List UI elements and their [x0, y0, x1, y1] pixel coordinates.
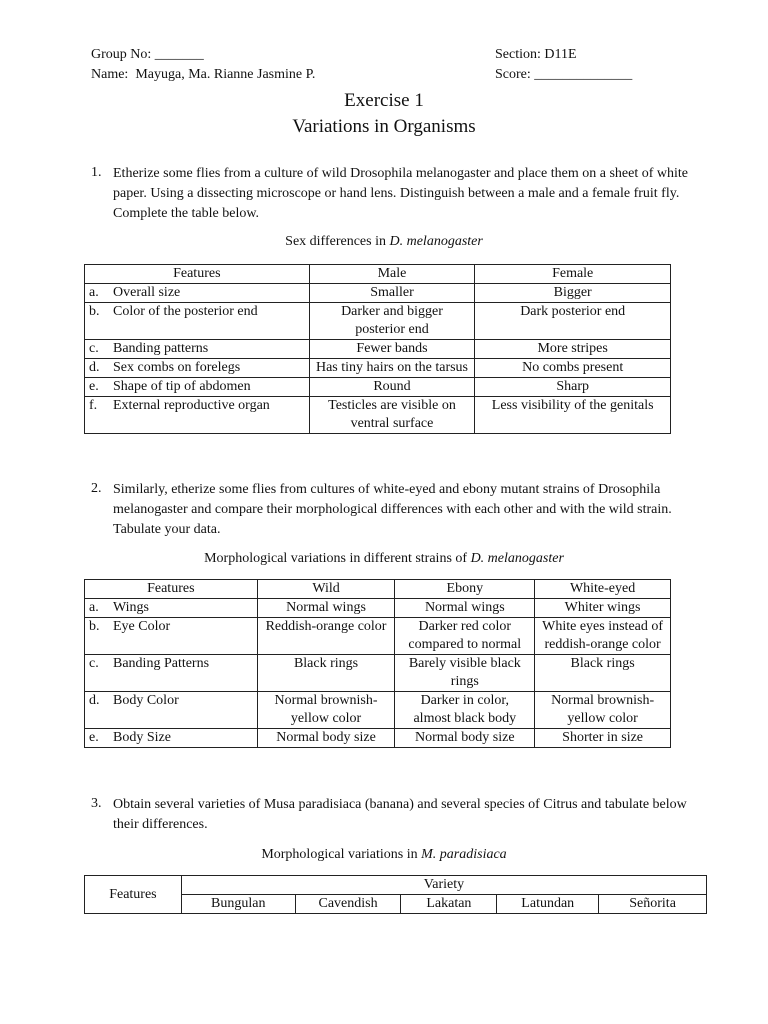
table-row [85, 599, 671, 618]
header-cell: Features [85, 580, 258, 599]
female-cell: No combs present [475, 359, 671, 378]
header-left [91, 46, 315, 86]
variety-cell: Cavendish [295, 895, 401, 914]
caption-species: D. melanogaster [470, 551, 564, 566]
question-text: Obtain several varieties of Musa paradisiaca (banana) and several species of Citrus and tabulate below their differences. [113, 797, 687, 832]
caption-text: Sex differences in [285, 234, 390, 249]
question-number: 2. [91, 481, 102, 496]
row-letter: e. [89, 379, 99, 394]
header-cell: Ebony [395, 580, 535, 599]
feature-cell [85, 284, 310, 303]
header-right [495, 46, 632, 86]
banana-variations-table [84, 875, 707, 914]
header-cell: Wild [257, 580, 395, 599]
row-letter: b. [89, 304, 100, 319]
feature-cell [85, 378, 310, 397]
feature-cell [85, 618, 258, 655]
wild-cell: Normal body size [257, 729, 395, 748]
male-cell: Round [309, 378, 475, 397]
table-header-row [85, 265, 671, 284]
feature-name: Eye Color [113, 619, 171, 634]
feature-name: Shape of tip of abdomen [113, 379, 251, 394]
row-letter: c. [89, 341, 99, 356]
feature-cell [85, 729, 258, 748]
feature-cell [85, 359, 310, 378]
question-2 [91, 480, 691, 540]
feature-cell [85, 397, 310, 434]
female-cell: Sharp [475, 378, 671, 397]
question-text: Etherize some flies from a culture of wild Drosophila melanogaster and place them on a sheet of white paper. Using a dissecting microscope or hand lens. Distinguish between a male and a female fruit fly. Complete the table below. [113, 166, 688, 221]
feature-name: Wings [113, 600, 149, 615]
white-eyed-cell: Shorter in size [535, 729, 671, 748]
male-cell: Fewer bands [309, 340, 475, 359]
table-row [85, 284, 671, 303]
variety-cell: Lakatan [401, 895, 497, 914]
table-1-caption [0, 233, 768, 251]
feature-name: Overall size [113, 285, 181, 300]
header-cell: Variety [181, 876, 706, 895]
header-cell: Features [85, 265, 310, 284]
feature-name: External reproductive organ [113, 398, 270, 413]
row-letter: a. [89, 285, 99, 300]
header-cell: Male [309, 265, 475, 284]
question-number: 3. [91, 796, 102, 811]
sex-differences-table [84, 264, 671, 434]
variety-cell: Latundan [497, 895, 599, 914]
table-2-caption [0, 550, 768, 568]
table-header-row [85, 580, 671, 599]
table-row [85, 340, 671, 359]
header-cell: Features [85, 876, 182, 914]
strain-variations-table [84, 579, 671, 748]
ebony-cell: Darker in color, almost black body [395, 692, 535, 729]
table-header-row [85, 876, 707, 895]
female-cell: Dark posterior end [475, 303, 671, 340]
male-cell: Testicles are visible on ventral surface [309, 397, 475, 434]
table-3-caption [0, 846, 768, 864]
feature-name: Body Color [113, 693, 179, 708]
exercise-subtitle: Variations in Organisms [292, 116, 476, 137]
wild-cell: Reddish-orange color [257, 618, 395, 655]
feature-cell [85, 655, 258, 692]
group-number-label: Group No: _______ [91, 47, 204, 62]
feature-cell [85, 692, 258, 729]
question-1 [91, 164, 691, 224]
caption-text: Morphological variations in [261, 847, 422, 862]
feature-name: Body Size [113, 730, 171, 745]
ebony-cell: Normal wings [395, 599, 535, 618]
question-text: Similarly, etherize some flies from cultures of white-eyed and ebony mutant strains of Drosophila melanogaster and compare their morphological differences with each other and with the wild strain. Tabulate your data. [113, 482, 672, 537]
table-row [85, 729, 671, 748]
white-eyed-cell: Black rings [535, 655, 671, 692]
table-row [85, 359, 671, 378]
ebony-cell: Darker red color compared to normal [395, 618, 535, 655]
wild-cell: Normal wings [257, 599, 395, 618]
section-label: Section: D11E [495, 47, 577, 62]
question-3 [91, 795, 691, 835]
variety-cell: Bungulan [181, 895, 295, 914]
header-cell: White-eyed [535, 580, 671, 599]
female-cell: Bigger [475, 284, 671, 303]
wild-cell: Normal brownish-yellow color [257, 692, 395, 729]
feature-name: Banding patterns [113, 341, 209, 356]
female-cell: More stripes [475, 340, 671, 359]
white-eyed-cell: Normal brownish-yellow color [535, 692, 671, 729]
white-eyed-cell: White eyes instead of reddish-orange color [535, 618, 671, 655]
table-row [85, 655, 671, 692]
female-cell: Less visibility of the genitals [475, 397, 671, 434]
ebony-cell: Barely visible black rings [395, 655, 535, 692]
row-letter: e. [89, 730, 99, 745]
caption-species: M. paradisiaca [421, 847, 507, 862]
exercise-title: Exercise 1 [344, 90, 424, 111]
feature-name: Sex combs on forelegs [113, 360, 241, 375]
table-row [85, 397, 671, 434]
white-eyed-cell: Whiter wings [535, 599, 671, 618]
feature-name: Banding Patterns [113, 656, 210, 671]
feature-cell [85, 599, 258, 618]
row-letter: b. [89, 619, 100, 634]
feature-name: Color of the posterior end [113, 304, 258, 319]
header-cell: Female [475, 265, 671, 284]
student-name-label: Name: Mayuga, Ma. Rianne Jasmine P. [91, 67, 316, 82]
caption-species: D. melanogaster [389, 234, 483, 249]
table-row [85, 618, 671, 655]
table-row [85, 378, 671, 397]
male-cell: Darker and bigger posterior end [309, 303, 475, 340]
variety-cell: Señorita [599, 895, 707, 914]
question-number: 1. [91, 165, 102, 180]
row-letter: d. [89, 693, 100, 708]
caption-text: Morphological variations in different strains of [204, 551, 471, 566]
table-row [85, 692, 671, 729]
feature-cell [85, 303, 310, 340]
feature-cell [85, 340, 310, 359]
wild-cell: Black rings [257, 655, 395, 692]
row-letter: a. [89, 600, 99, 615]
row-letter: d. [89, 360, 100, 375]
row-letter: c. [89, 656, 99, 671]
male-cell: Smaller [309, 284, 475, 303]
score-label: Score: ______________ [495, 67, 633, 82]
table-row [85, 303, 671, 340]
male-cell: Has tiny hairs on the tarsus [309, 359, 475, 378]
row-letter: f. [89, 398, 98, 413]
ebony-cell: Normal body size [395, 729, 535, 748]
